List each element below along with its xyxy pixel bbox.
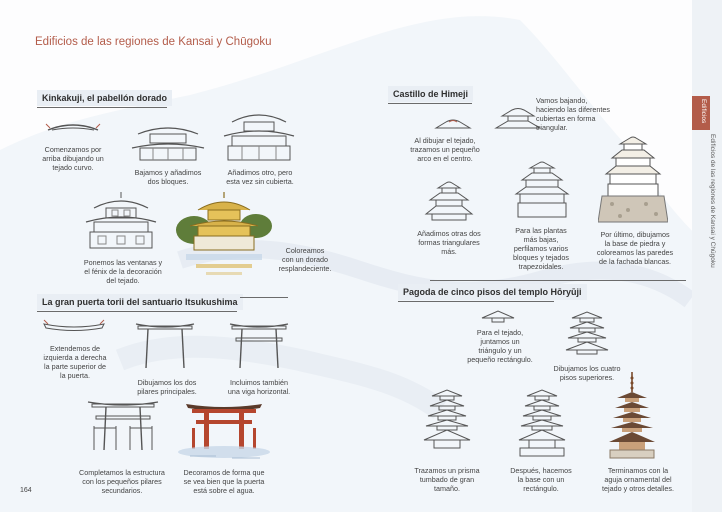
pagoda-base-icon: [516, 388, 568, 460]
pavilion-three-blocks-icon: [218, 108, 300, 164]
horyuji-step-2: Dibujamos los cuatro pisos superiores.: [553, 364, 621, 382]
section-heading-horyuji: Pagoda de cinco pisos del templo Hōryūji: [398, 284, 587, 300]
section-heading-himeji: Castillo de Himeji: [388, 86, 473, 102]
himeji-castle-icon: [598, 134, 668, 224]
section-heading-torii: La gran puerta torii del santuario Itsukushima: [37, 294, 243, 310]
sidebar-strip: [692, 0, 722, 512]
torii-step-4: Completamos la estructura con los pequeños pilares secundarios.: [79, 468, 165, 495]
himeji-step-3: Añadimos otras dos formas triangulares más.: [417, 229, 481, 256]
himeji-step-5: Por último, dibujamos la base de piedra y coloreamos las paredes de la fachada blancas.: [596, 230, 674, 266]
himeji-step-1: Al dibujar el tejado, trazamos un pequeño arco en el centro.: [410, 136, 480, 163]
page-title: Edificios de las regiones de Kansai y Chūgoku: [35, 36, 272, 48]
pagoda-roof-icon: [480, 308, 516, 324]
section-rule: [240, 297, 288, 298]
horyuji-step-3: Trazamos un prisma tumbado de gran tamaño.: [414, 466, 480, 493]
section-underline: [388, 103, 472, 104]
himeji-step-4: Para las plantas más bajas, perfilamos varios bloques y tejados trapezoidales.: [513, 226, 569, 271]
castle-roof-arc-icon: [434, 116, 472, 132]
castle-roofs-icon: [494, 106, 542, 132]
torii-step-2: Dibujamos los dos pilares principales.: [137, 378, 197, 396]
torii-step-5: Decoramos de forma que se vea bien que la puerta está sobre el agua.: [183, 468, 265, 495]
section-rule: [430, 280, 686, 281]
kinkakuji-step-5: Coloreamos con un dorado resplandeciente.: [278, 246, 332, 273]
curved-roof-icon: [44, 118, 102, 138]
running-head: Edificios de las regiones de Kansai y Chūgoku: [709, 134, 716, 268]
kinkakuji-step-3: Añadimos otro, pero esta vez sin cubierta.: [226, 168, 294, 186]
section-underline: [398, 301, 554, 302]
torii-full-structure-icon: [86, 396, 160, 454]
torii-step-3: Incluimos también una viga horizontal.: [227, 378, 291, 396]
chapter-tab-label: Edificios: [700, 99, 707, 124]
torii-beam-icon: [228, 318, 290, 370]
kinkakuji-step-2: Bajamos y añadimos dos bloques.: [134, 168, 202, 186]
section-underline: [37, 107, 167, 108]
torii-pillars-icon: [134, 318, 196, 370]
horyuji-step-4: Después, hacemos la base con un rectángulo.: [510, 466, 572, 493]
himeji-step-2: Vamos bajando, haciendo las diferentes cubiertas en forma triangular.: [536, 96, 610, 132]
pavilion-windows-icon: [80, 190, 162, 252]
section-heading-kinkakuji: Kinkakuji, el pabellón dorado: [37, 90, 172, 106]
pavilion-two-blocks-icon: [128, 120, 208, 164]
golden-pavilion-icon: [176, 190, 272, 280]
pagoda-prism-icon: [422, 388, 472, 458]
torii-top-beam-icon: [42, 318, 106, 336]
horyuji-step-1: Para el tejado, juntamos un triángulo y un pequeño rectángulo.: [467, 328, 533, 364]
torii-step-1: Extendemos de izquierda a derecha la parte superior de la puerta.: [43, 344, 107, 380]
castle-triangles-icon: [424, 180, 474, 222]
kinkakuji-step-4: Ponemos las ventanas y el fénix de la decoración del tejado.: [83, 258, 163, 285]
castle-lower-floors-icon: [512, 160, 572, 220]
pagoda-upper-floors-icon: [564, 310, 610, 358]
kinkakuji-step-1: Comenzamos por arriba dibujando un tejado curvo.: [42, 145, 104, 172]
torii-red-gate-icon: [176, 396, 272, 462]
page-number-left: 164: [20, 487, 32, 494]
horyuji-pagoda-icon: [606, 370, 658, 462]
horyuji-step-5: Terminamos con la aguja ornamental del tejado y otros detalles.: [602, 466, 674, 493]
section-underline: [37, 311, 237, 312]
